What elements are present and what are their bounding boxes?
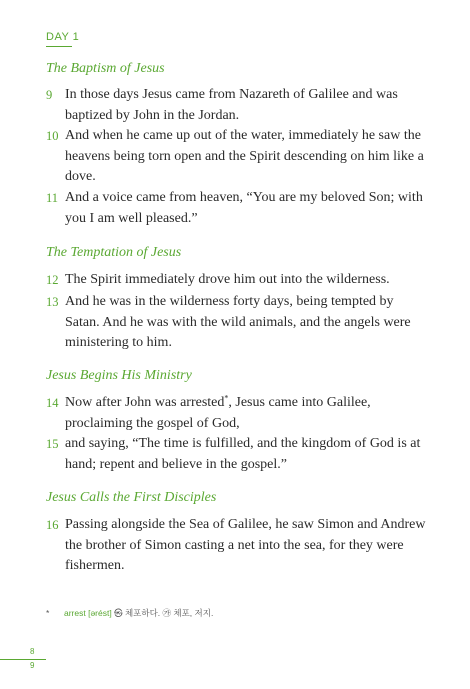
verse-15: [46, 434, 426, 475]
verse-number: 9: [46, 88, 53, 102]
verse-text-before: Now after John was arrested: [65, 395, 225, 410]
page-number-rule: [0, 659, 46, 660]
verse-number: 15: [46, 437, 59, 451]
verse-number: 13: [46, 295, 59, 309]
verse-text: And a voice came from heaven, “You are my beloved Son; with you I am well pleased.”: [65, 190, 423, 226]
verse-13: [46, 292, 426, 354]
day-underline: [46, 46, 72, 47]
verse-16: [46, 515, 426, 577]
section-heading-first-disciples: Jesus Calls the First Disciples: [46, 490, 217, 505]
verse-11: [46, 188, 426, 229]
section-heading-temptation: The Temptation of Jesus: [46, 245, 182, 260]
footnote: [46, 607, 213, 619]
section-heading-ministry: Jesus Begins His Ministry: [46, 368, 192, 383]
footnote-marker: *: [224, 393, 229, 403]
page-number-right: 9: [30, 661, 35, 670]
verse-number: 10: [46, 129, 59, 143]
verse-12: [46, 270, 426, 291]
verse-text: [65, 393, 426, 434]
footnote-star: *: [46, 608, 50, 618]
page-number-left: 8: [30, 647, 35, 656]
verse-14: [46, 393, 426, 434]
day-label: DAY 1: [46, 31, 80, 43]
verse-text: and saying, “The time is fulfilled, and the kingdom of God is at hand; repent and believe in the gospel.”: [65, 436, 421, 472]
verse-text: And when he came up out of the water, immediately he saw the heavens being torn open and the Spirit descending on him like a dove.: [65, 128, 424, 184]
verse-text: Passing alongside the Sea of Galilee, he saw Simon and Andrew the brother of Simon casting a net into the sea, for they were fishermen.: [65, 517, 426, 573]
verse-text: And he was in the wilderness forty days, being tempted by Satan. And he was with the wild animals, and the angels were ministering to him.: [65, 294, 411, 350]
verse-text: The Spirit immediately drove him out into the wilderness.: [65, 272, 390, 287]
verse-number: 12: [46, 273, 59, 287]
footnote-word: arrest [ərést]: [64, 608, 112, 618]
verse-10: [46, 126, 426, 188]
footnote-definition: ㉿ 체포하다. ㉮ 체포, 저지.: [114, 608, 214, 618]
verse-number: 14: [46, 396, 59, 410]
verse-number: 16: [46, 518, 59, 532]
verse-text-after: , Jesus came into Galilee, proclaiming the gospel of God,: [65, 395, 371, 431]
verse-9: [46, 85, 426, 126]
verse-text: In those days Jesus came from Nazareth of Galilee and was baptized by John in the Jordan.: [65, 87, 398, 123]
verse-number: 11: [46, 191, 59, 205]
section-heading-baptism: The Baptism of Jesus: [46, 61, 165, 76]
